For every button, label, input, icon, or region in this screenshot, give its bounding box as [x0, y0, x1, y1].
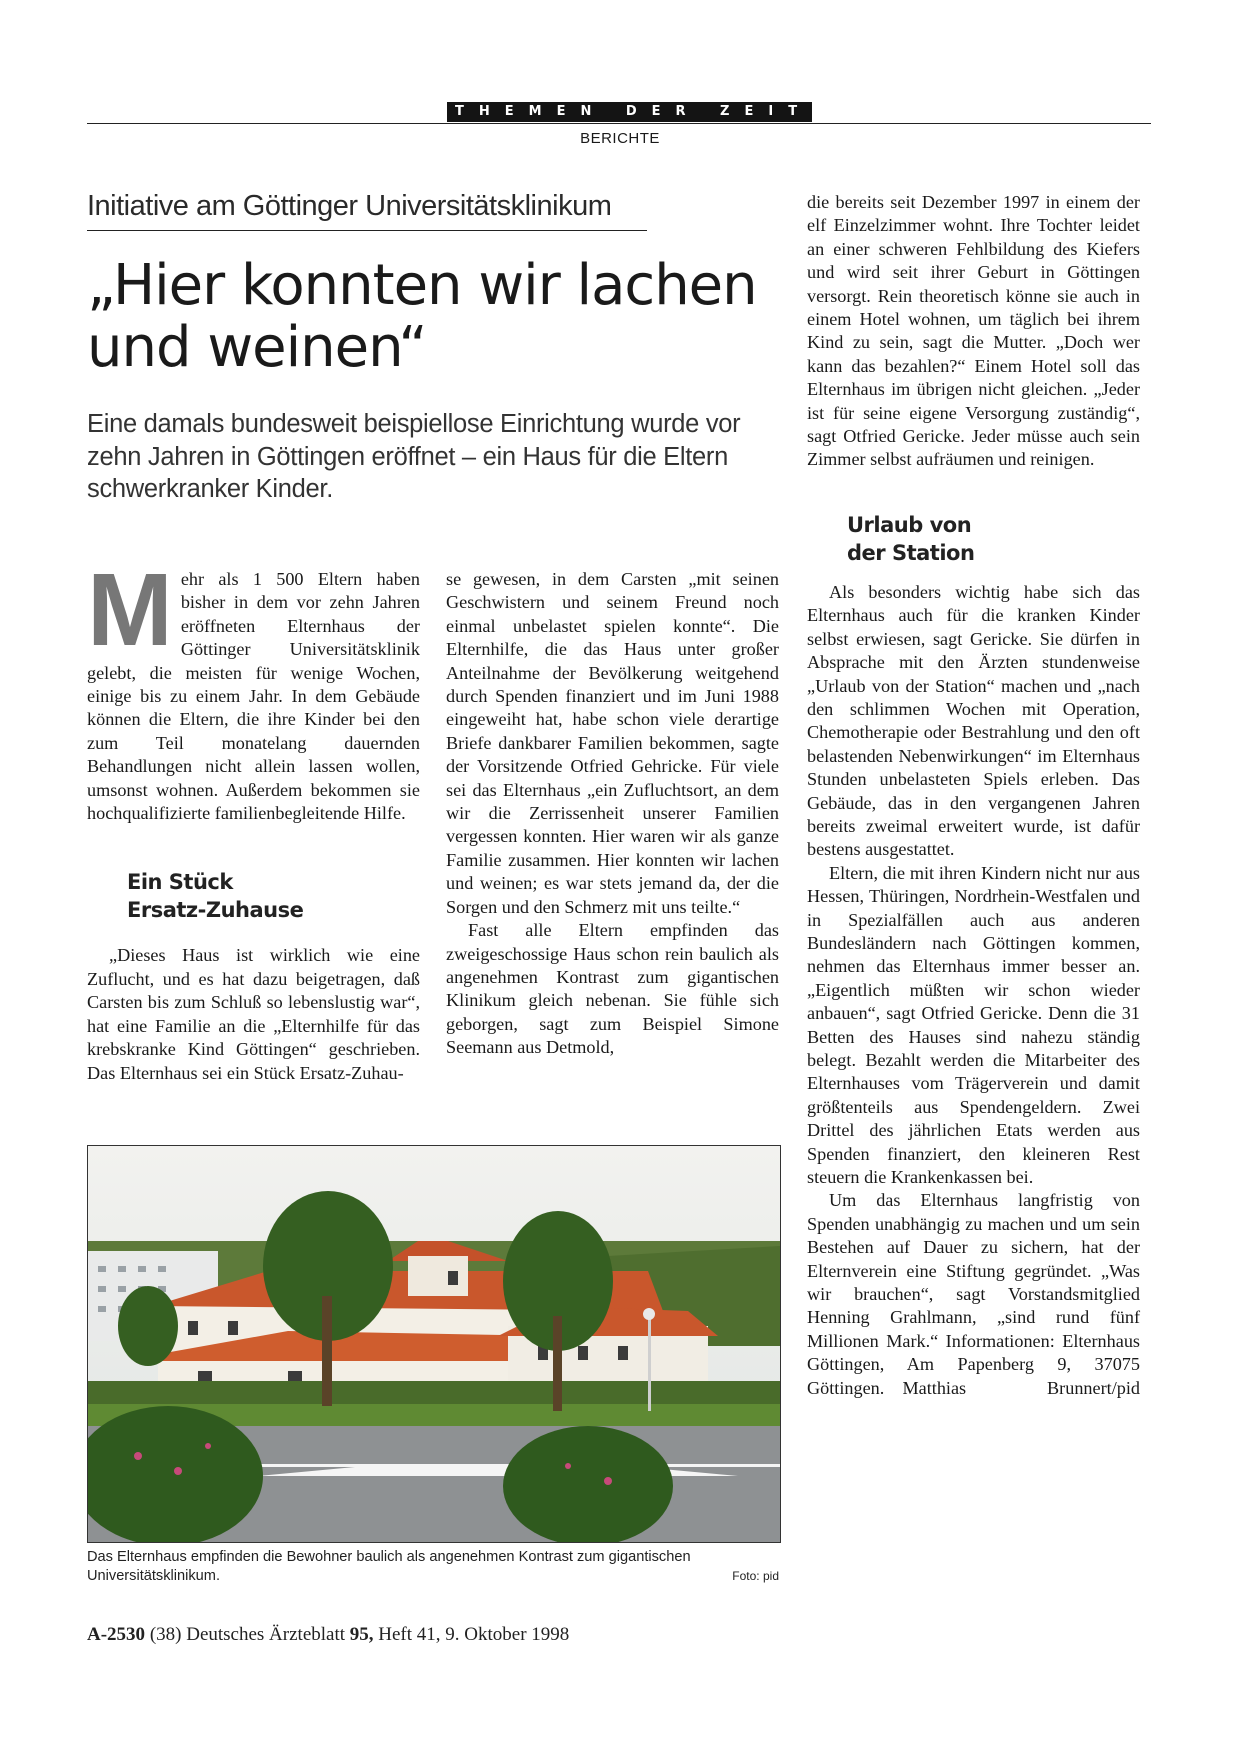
body-paragraph	[807, 1189, 1140, 1400]
page-number: A-2530	[87, 1624, 146, 1645]
headline-line-2: und weinen“	[87, 315, 427, 380]
subsection-label: BERICHTE	[580, 130, 660, 147]
subhead-line-2: Ersatz-Zuhause	[127, 898, 304, 923]
body-paragraph: die bereits seit Dezember 1997 in einem der elf Einzelzimmer wohnt. Ihre Tochter leidet an einer schweren Fehlbildung des Kiefers und wird seit ihrer Geburt in Göttingen versorgt. Rein theoretisch könne sie auch in einem Hotel wohnen, um täglich bei ihrem Kind zu sein, sagt die Mutter. „Doch wer kann das bezahlen?“ Einem Hotel soll das Elternhaus im übrigen nicht gleichen. „Jeder ist für seine eigene Versorgung zuständig“, sagt Otfried Gericke. Jeder müsse auch sein Zimmer selbst aufräumen und reinigen.	[807, 192, 1140, 470]
caption-text: Das Elternhaus empfinden die Bewohner baulich als angenehmen Kontrast zum gigantischen Universitätsklinikum.	[87, 1549, 691, 1584]
article-deck: Eine damals bundesweit beispiellose Einrichtung wurde vor zehn Jahren in Göttingen eröffnet – ein Haus für die Eltern schwerkranker Kinder.	[87, 410, 741, 503]
photo-credit: Foto: pid	[732, 1569, 779, 1583]
issue-date: Heft 41, 9. Oktober 1998	[378, 1624, 570, 1645]
column-3	[807, 191, 1140, 1400]
header-rule	[87, 123, 1151, 124]
body-paragraph: Fast alle Eltern empfinden das zweigeschossige Haus schon rein baulich als angenehmen Kontrast zum gigantischen Klinikum gleich nebenan. Sie fühle sich geborgen, sagt zum Beispiel Simone Seemann aus Detmold,	[446, 920, 779, 1058]
volume-number: 95,	[349, 1624, 374, 1645]
photo-caption	[87, 1548, 779, 1586]
subhead-line-1: Ein Stück	[127, 870, 233, 895]
subhead-line-2: der Station	[847, 540, 975, 565]
body-paragraph: Eltern, die mit ihren Kindern nicht nur aus Hessen, Thüringen, Nordrhein-Westfalen und in Spezialfällen auch aus anderen Bundesländern nach Göttingen kommen, nehmen das Elternhaus immer besser an. „Eigentlich müßten wir schon wieder anbauen“, sagt Otfried Gericke. Denn die 31 Betten des Hauses sind nahezu ständig belegt. Bezahlt werden die Mitarbeiter des Elternhauses vom Trägerverein und damit größtenteils aus Spendengeldern. Zwei Drittel des jährlichen Etats werden aus Spenden finanziert, den kleineren Rest steuern die Krankenkassen bei.	[807, 862, 1140, 1188]
article-photo	[87, 1145, 781, 1543]
journal-name: (38) Deutsches Ärzteblatt	[149, 1624, 346, 1645]
section-banner: THEMEN DER ZEIT	[447, 102, 812, 122]
subhead-urlaub-station	[847, 511, 1140, 567]
lead-paragraph	[87, 552, 420, 825]
column-1	[87, 552, 420, 1085]
elternhaus-photo-illustration	[88, 1146, 780, 1542]
lead-paragraph-text: ehr als 1 500 Eltern haben bisher in dem vor zehn Jahren eröffneten Elternhaus der Göttinger Universitätsklinik gelebt, die meisten für wenige Wochen, einige bis zu einem Jahr. In dem Gebäude können die Eltern, die ihre Kinder bei den zum Teil monatelang dauernden Behandlungen nicht allein lassen wollen, umsonst wohnen. Außerdem bekommen sie hochqualifizierte familienbegleitende Hilfe.	[87, 569, 420, 824]
drop-cap: M	[87, 552, 173, 667]
subhead-line-1: Urlaub von	[847, 512, 972, 537]
body-paragraph: se gewesen, in dem Carsten „mit seinen Geschwistern und seinem Freund noch einmal unbelastet spielen konnte“. Die Elternhilfe, die das Haus unter großer Anteilnahme der Bevölkerung weitgehend durch Spenden finanziert und im Juni 1988 eingeweiht hat, habe schon viele derartige Briefe dankbarer Familien bekommen, sagte der Vorsitzende Otfried Gehricke. Für viele sei das Elternhaus „ein Zufluchtsort, an dem wir die Zerrissenheit unserer Familien vergessen konnten. Hier waren wir als ganze Familie zusammen. Hier konnten wir lachen und weinen; es war stets jemand da, der die Sorgen und den Schmerz mit uns teilte.“	[446, 569, 779, 917]
author-credit: Matthias Brunnert/pid	[902, 1377, 1140, 1398]
closing-text: Um das Elternhaus langfristig von Spenden unabhängig zu machen und um sein Bestehen auf Dauer zu sichern, hat der Elternverein eine Stiftung gegründet. „Was wir brauchen“, sagt Vorstandsmitglied Henning Grahlmann, „sind rund fünf Millionen Mark.“ Informationen: Elternhaus Göttingen, Am Papenberg 9, 37075 Göttingen.	[807, 1190, 1140, 1398]
page-footer	[87, 1624, 569, 1646]
headline-line-1: „Hier konnten wir lachen	[87, 253, 757, 318]
column-2	[446, 568, 779, 1060]
body-paragraph: Als besonders wichtig habe sich das Elternhaus auch für die kranken Kinder selbst erwiesen, sagt Gericke. Sie dürfen in Absprache mit den Ärzten stundenweise „Urlaub von der Station“ machen und „nach den schlimmen Wochen mit Operation, Chemotherapie oder Bestrahlung und den oft belastenden Nebenwirkungen“ im Elternhaus Stunden unbelasteten Spiels erleben. Das Gebäude, das in den vergangenen Jahren bereits zweimal erweitert wurde, ist dafür bestens ausgestattet.	[807, 581, 1140, 860]
body-paragraph: „Dieses Haus ist wirklich wie eine Zuflucht, und es hat dazu beigetragen, daß Carsten bis zum Schluß so lebenslustig war“, hat eine Familie an die „Elternhilfe für das krebskranke Kind Göttingen“ geschrieben. Das Elternhaus sei ein Stück Ersatz-Zuhau-	[87, 945, 420, 1083]
subhead-ersatz-zuhause	[127, 868, 420, 924]
article-kicker: Initiative am Göttinger Universitätsklinikum	[87, 190, 647, 231]
article-headline	[87, 255, 787, 379]
